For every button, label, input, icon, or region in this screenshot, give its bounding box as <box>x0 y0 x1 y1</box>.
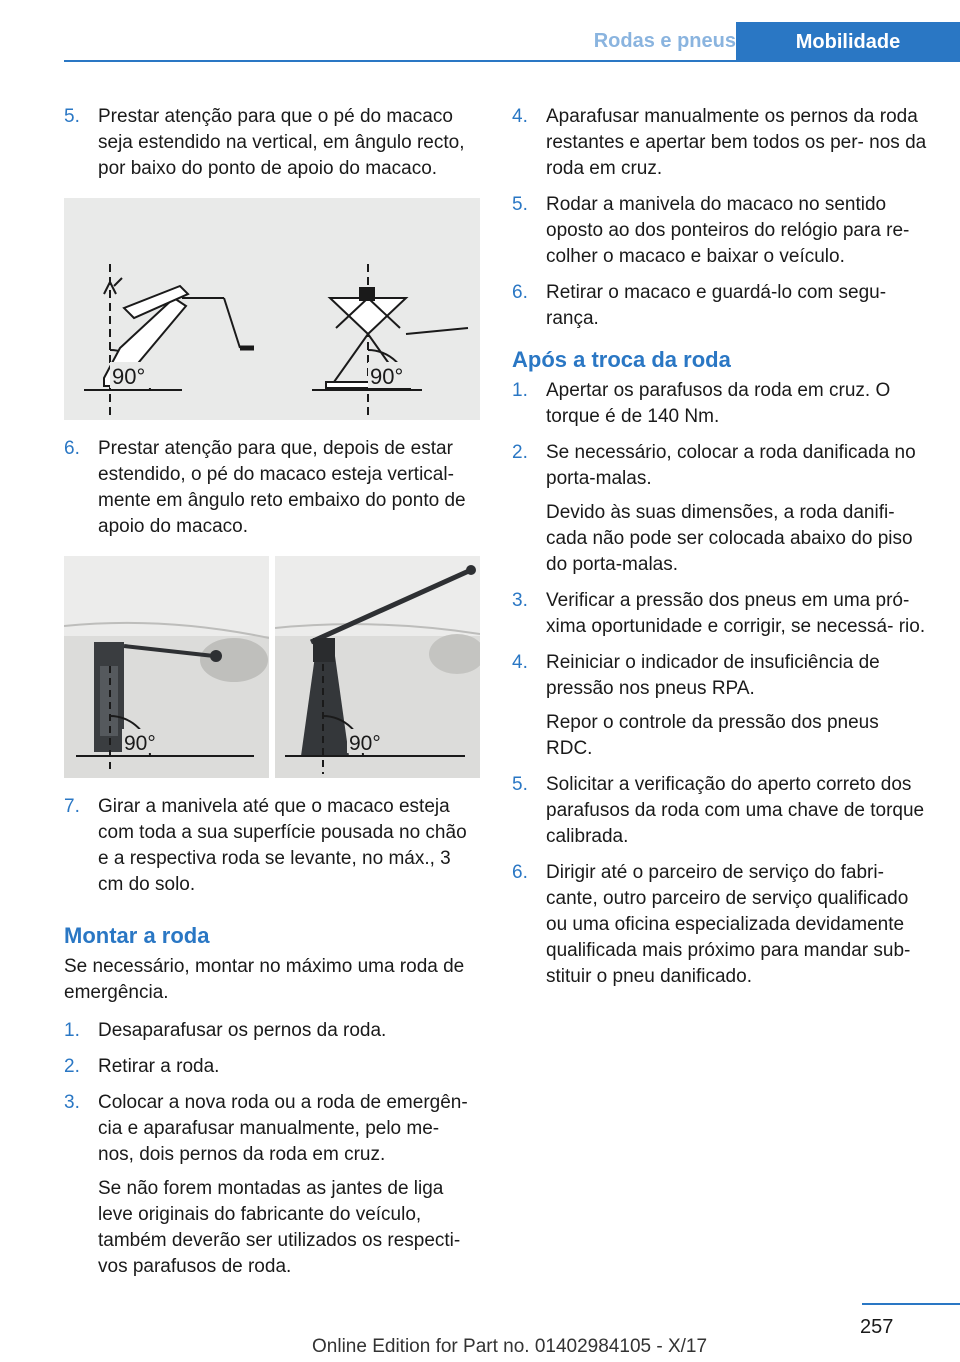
step-item <box>512 588 928 640</box>
header-rule <box>64 60 960 62</box>
step-item <box>512 104 928 182</box>
step-item <box>512 378 928 430</box>
step-text: Solicitar a verificação do aperto correto dos parafusos da roda com uma chave de torque calibrada. <box>546 774 925 847</box>
jack-photo-right-drawing <box>275 556 480 778</box>
step-list <box>64 1018 480 1280</box>
step-text: Girar a manivela até que o macaco esteja com toda a sua superfície pousada no chão e a respectiva roda se levante, no máx., 3 cm do solo. <box>98 796 467 895</box>
step-number: 3. <box>64 1092 80 1113</box>
step-item <box>512 192 928 270</box>
jack-photo-left <box>64 556 269 778</box>
left-jack-drawing <box>84 264 254 416</box>
step-item <box>512 860 928 990</box>
edition-footer: Online Edition for Part no. 01402984105 - X/17 <box>312 1336 708 1357</box>
step-number: 6. <box>512 282 528 303</box>
step-number: 2. <box>512 442 528 463</box>
step-text: Desaparafusar os pernos da roda. <box>98 1020 387 1041</box>
jack-photo-figure <box>64 556 480 778</box>
chapter-label: Mobilidade <box>795 30 901 53</box>
section-title-after-change: Após a troca da roda <box>512 347 731 372</box>
jack-photo-right <box>275 556 480 778</box>
step-text: Prestar atenção para que, depois de estar estendido, o pé do macaco esteja vertical- mente em ângulo reto embaixo do ponto de apoio do macaco. <box>98 438 466 537</box>
step-note: Se não forem montadas as jantes de liga leve originais do fabricante do veículo, também deverão ser utilizados os respecti- vos parafusos de roda. <box>98 1178 461 1277</box>
step-text: Se necessário, colocar a roda danificada no porta-malas. <box>546 442 916 489</box>
jack-angle-diagram <box>64 198 480 420</box>
header-section-title[interactable]: Rodas e pneus <box>593 30 736 52</box>
step-number: 5. <box>512 194 528 215</box>
step-item <box>64 1054 480 1080</box>
step-item <box>64 104 480 182</box>
step-text: Prestar atenção para que o pé do macaco seja estendido na vertical, em ângulo recto, por baixo do ponto de apoio do macaco. <box>98 106 465 179</box>
step-item <box>64 1090 480 1280</box>
step-item <box>512 440 928 578</box>
jack-photo-left-drawing <box>64 556 269 778</box>
photo-angle-label-left: 90° <box>124 732 156 755</box>
step-item <box>64 1018 480 1044</box>
left-column <box>64 104 480 1290</box>
section-title-mount-wheel: Montar a roda <box>64 923 210 948</box>
step-list <box>64 436 480 540</box>
step-note: Repor o controle da pressão dos pneus RDC. <box>546 712 879 759</box>
step-item <box>64 436 480 540</box>
photo-angle-label-right: 90° <box>349 732 381 755</box>
step-list <box>512 378 928 990</box>
footer-rule <box>862 1303 960 1305</box>
step-item <box>512 280 928 332</box>
step-text: Dirigir até o parceiro de serviço do fabri- cante, outro parceiro de serviço qualificado ou uma oficina especializada devidamente qualificada mais próximo para mandar sub- stituir o pneu danificado. <box>546 862 911 987</box>
section-intro: Se necessário, montar no máximo uma roda de emergência. <box>64 956 465 1003</box>
step-number: 4. <box>512 652 528 673</box>
step-number: 4. <box>512 106 528 127</box>
step-item <box>512 772 928 850</box>
step-text: Reiniciar o indicador de insuficiência de pressão nos pneus RPA. <box>546 652 880 699</box>
step-text: Apertar os parafusos da roda em cruz. O torque é de 140 Nm. <box>546 380 891 427</box>
step-list <box>64 794 480 898</box>
page-number: 257 <box>860 1316 894 1338</box>
step-number: 1. <box>64 1020 80 1041</box>
step-number: 6. <box>64 438 80 459</box>
step-note: Devido às suas dimensões, a roda danifi- cada não pode ser colocada abaixo do piso do porta-malas. <box>546 502 913 575</box>
step-number: 3. <box>512 590 528 611</box>
header-chapter-tab[interactable] <box>736 22 960 62</box>
jack-diagram-figure <box>64 198 480 420</box>
step-text: Verificar a pressão dos pneus em uma pró- xima oportunidade e corrigir, se necessá- rio. <box>546 590 926 637</box>
step-text: Retirar a roda. <box>98 1056 220 1077</box>
step-number: 7. <box>64 796 80 817</box>
step-number: 6. <box>512 862 528 883</box>
right-column <box>512 104 928 1000</box>
step-list <box>512 104 928 332</box>
angle-label-left: 90° <box>112 364 146 389</box>
step-text: Colocar a nova roda ou a roda de emergên- cia e aparafusar manualmente, pelo me- nos, dois pernos da roda em cruz. <box>98 1092 468 1165</box>
step-text: Retirar o macaco e guardá-lo com segu- rança. <box>546 282 887 329</box>
step-text: Rodar a manivela do macaco no sentido oposto ao dos ponteiros do relógio para re- colher o macaco e baixar o veículo. <box>546 194 910 267</box>
step-number: 2. <box>64 1056 80 1077</box>
step-list <box>64 104 480 182</box>
step-item <box>64 794 480 898</box>
angle-label-right: 90° <box>370 364 404 389</box>
step-number: 1. <box>512 380 528 401</box>
step-number: 5. <box>512 774 528 795</box>
right-jack-drawing <box>312 264 468 416</box>
step-number: 5. <box>64 106 80 127</box>
step-item <box>512 650 928 762</box>
step-text: Aparafusar manualmente os pernos da roda restantes e apertar bem todos os per- nos da roda em cruz. <box>546 106 927 179</box>
page-header <box>64 22 960 62</box>
